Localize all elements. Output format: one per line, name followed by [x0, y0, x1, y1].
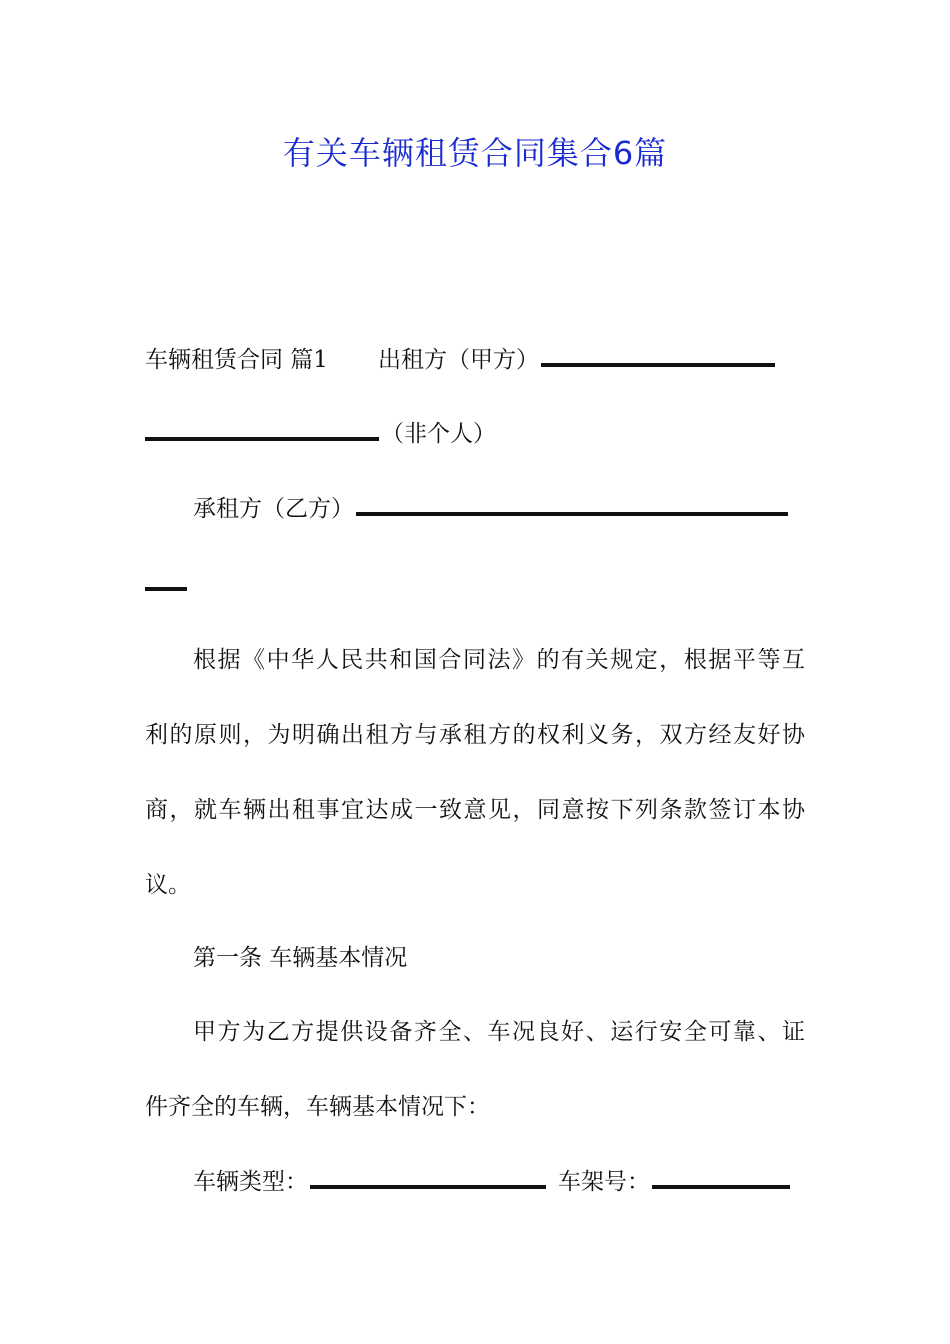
lessor-continuation-line	[145, 414, 805, 454]
lessee-blank	[356, 494, 788, 516]
lessee-continuation-line	[145, 564, 805, 604]
article-1-title: 第一条 车辆基本情况	[193, 945, 408, 971]
frame-no-blank	[652, 1167, 790, 1189]
vehicle-type-blank	[310, 1167, 546, 1189]
document-title: 有关车辆租赁合同集合6篇	[282, 134, 668, 172]
lessor-label: 出租方（甲方）	[377, 347, 539, 373]
non-individual-note: （非个人）	[381, 421, 496, 447]
paragraph-1-line-1: 根据《中华人民共和国合同法》的有关规定，根据平等互	[193, 647, 805, 673]
lessee-line	[145, 489, 805, 529]
frame-no-label: 车架号：	[558, 1169, 650, 1195]
lessor-blank-continued	[145, 419, 379, 441]
paragraph-1-line-4: 议。	[145, 872, 191, 898]
vehicle-info-line	[145, 1162, 805, 1202]
paragraph-2-line-2: 件齐全的车辆，车辆基本情况下：	[145, 1094, 490, 1120]
lessee-blank-continued	[145, 569, 187, 591]
lessor-blank	[541, 345, 775, 367]
contract-heading-line	[145, 340, 805, 380]
contract-heading: 车辆租赁合同 篇1	[145, 347, 328, 373]
paragraph-1-line-2: 利的原则，为明确出租方与承租方的权利义务，双方经友好协	[145, 722, 805, 748]
lessee-label: 承租方（乙方）	[193, 496, 354, 522]
paragraph-2-line-1: 甲方为乙方提供设备齐全、车况良好、运行安全可靠、证	[193, 1019, 805, 1045]
vehicle-type-label: 车辆类型：	[193, 1169, 308, 1195]
paragraph-1-line-3: 商，就车辆出租事宜达成一致意见，同意按下列条款签订本协	[145, 797, 805, 823]
